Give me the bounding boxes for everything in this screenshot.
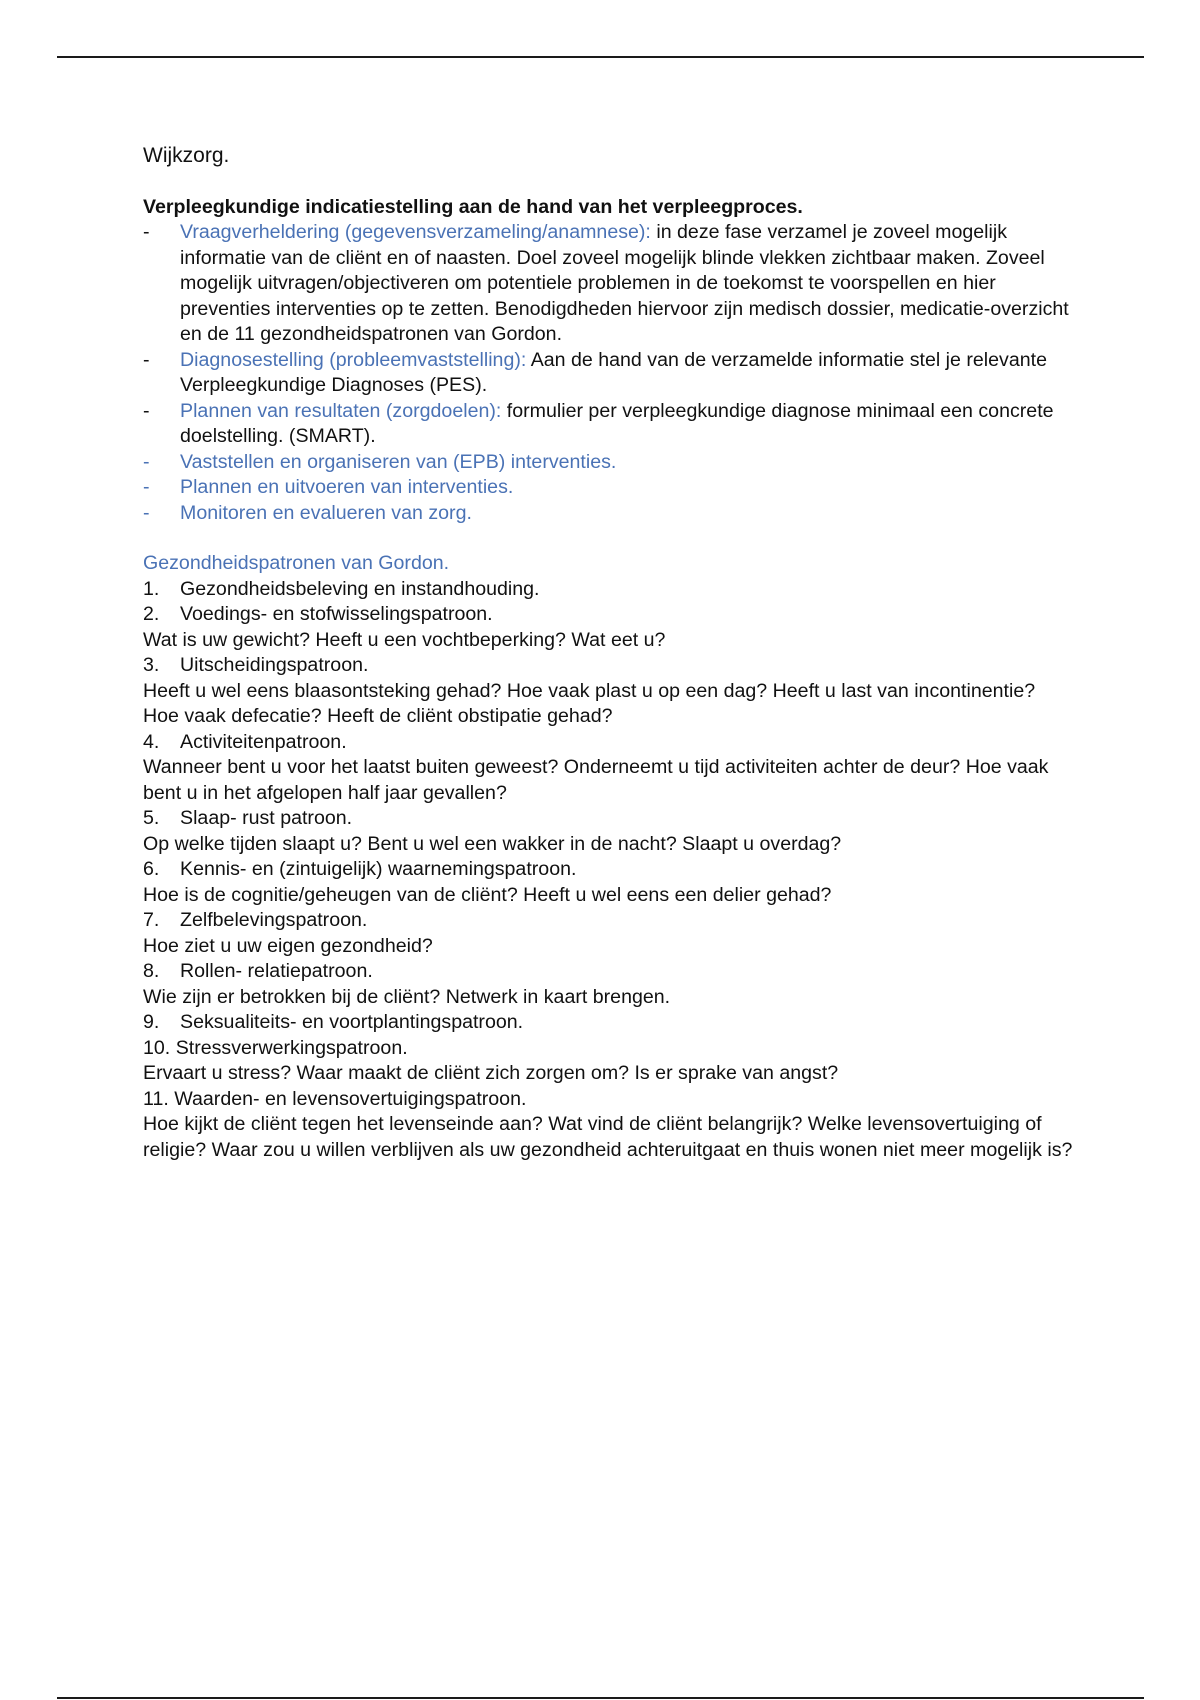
- pattern-number: 7.: [143, 909, 160, 931]
- dash-bullet: -: [143, 501, 150, 524]
- document-body: [143, 143, 1073, 1163]
- pattern-name: Seksualiteits- en voortplantingspatroon.: [180, 1011, 524, 1033]
- pattern-name: Voedings- en stofwisselingspatroon.: [180, 603, 493, 625]
- pattern-name: Stressverwerkingspatroon.: [175, 1036, 408, 1059]
- pattern-number: 2.: [143, 603, 160, 625]
- list-item-label: Plannen van resultaten (zorgdoelen):: [180, 399, 502, 422]
- pattern-line: [143, 1087, 1073, 1113]
- pattern-line: [143, 653, 1073, 679]
- pattern-line: [143, 959, 1073, 985]
- dash-bullet: -: [143, 221, 150, 243]
- pattern-questions: Wie zijn er betrokken bij de cliënt? Netwerk in kaart brengen.: [143, 985, 671, 1008]
- list-item-text: Aan de hand van de verzamelde informatie stel je relevante Verpleegkundige Diagnoses (PES).: [180, 348, 1047, 396]
- pattern-number: 6.: [143, 858, 160, 880]
- pattern-questions: Wat is uw gewicht? Heeft u een vochtbeperking? Wat eet u?: [143, 628, 666, 651]
- pattern-questions: Ervaart u stress? Waar maakt de cliënt zich zorgen om? Is er sprake van angst?: [143, 1062, 839, 1084]
- dash-bullet: -: [143, 476, 150, 498]
- pattern-number: 10.: [143, 1036, 171, 1059]
- top-rule: [57, 56, 1144, 58]
- gordon-patterns-list: [143, 577, 1073, 1164]
- pattern-name: Gezondheidsbeleving en instandhouding.: [180, 577, 540, 600]
- pattern-name: Slaap- rust patroon.: [180, 807, 353, 829]
- list-item: [143, 399, 1073, 450]
- list-item: [143, 501, 1073, 527]
- pattern-line: [143, 857, 1073, 883]
- section-spacer: [143, 526, 1073, 551]
- pattern-line: [143, 730, 1073, 756]
- list-item: [143, 220, 1073, 348]
- pattern-name: Rollen- relatiepatroon.: [180, 960, 373, 982]
- pattern-line: [143, 577, 1073, 603]
- pattern-line: [143, 1036, 1073, 1062]
- dash-bullet: -: [143, 399, 150, 422]
- pattern-number: 8.: [143, 960, 160, 982]
- bottom-rule: [57, 1697, 1144, 1699]
- pattern-line: [143, 806, 1073, 832]
- list-item: [143, 475, 1073, 501]
- pattern-questions: Wanneer bent u voor het laatst buiten geweest? Onderneemt u tijd activiteiten achter de deur? Hoe vaak bent u in het afgelopen half jaar gevallen?: [143, 756, 1049, 804]
- list-item: [143, 348, 1073, 399]
- verpleegproces-list: [143, 220, 1073, 526]
- pattern-questions: Hoe kijkt de cliënt tegen het levenseinde aan? Wat vind de cliënt belangrijk? Welke levensovertuiging of religie? Waar zou u willen verblijven als uw gezondheid achteruitgaat en thuis wonen niet meer mogelijk is?: [143, 1113, 1073, 1161]
- pattern-questions: Hoe is de cognitie/geheugen van de cliënt? Heeft u wel eens een delier gehad?: [143, 883, 832, 906]
- pattern-number: 11.: [143, 1087, 169, 1110]
- document-title: Wijkzorg.: [143, 144, 230, 167]
- pattern-questions: Op welke tijden slaapt u? Bent u wel een wakker in de nacht? Slaapt u overdag?: [143, 832, 842, 855]
- section-heading-gordon: Gezondheidspatronen van Gordon.: [143, 552, 450, 574]
- pattern-line: [143, 1010, 1073, 1036]
- list-item-label: Monitoren en evalueren van zorg.: [180, 501, 472, 524]
- list-item-text: in deze fase verzamel je zoveel mogelijk informatie van de cliënt en of naasten. Doel zoveel mogelijk blinde vlekken zichtbaar maken. Zoveel mogelijk uitvragen/objectiveren om potentiele problemen in de toekomst te voorspellen en hier preventies interventies op te zetten. Benodigdheden hiervoor zijn medisch dossier, medicatie-overzicht en de 11 gezondheidspatronen van Gordon.: [180, 221, 1069, 345]
- dash-bullet: -: [143, 450, 150, 473]
- pattern-line: [143, 908, 1073, 934]
- list-item-label: Diagnosestelling (probleemvaststelling):: [180, 348, 527, 371]
- pattern-line: [143, 602, 1073, 628]
- pattern-name: Uitscheidingspatroon.: [180, 654, 369, 676]
- pattern-number: 1.: [143, 577, 160, 600]
- pattern-questions: Heeft u wel eens blaasontsteking gehad? Hoe vaak plast u op een dag? Heeft u last van incontinentie? Hoe vaak defecatie? Heeft de cliënt obstipatie gehad?: [143, 679, 1036, 727]
- list-item-label: Vaststellen en organiseren van (EPB) interventies.: [180, 450, 617, 473]
- list-item-label: Vraagverheldering (gegevensverzameling/anamnese):: [180, 221, 651, 243]
- pattern-questions: Hoe ziet u uw eigen gezondheid?: [143, 934, 433, 957]
- list-item-text: formulier per verpleegkundige diagnose minimaal een concrete doelstelling. (SMART).: [180, 399, 1054, 447]
- pattern-name: Kennis- en (zintuigelijk) waarnemingspatroon.: [180, 858, 577, 880]
- dash-bullet: -: [143, 348, 150, 371]
- pattern-name: Waarden- en levensovertuigingspatroon.: [174, 1087, 527, 1110]
- pattern-number: 5.: [143, 807, 160, 829]
- pattern-name: Activiteitenpatroon.: [180, 730, 347, 753]
- pattern-number: 9.: [143, 1011, 160, 1033]
- list-item-label: Plannen en uitvoeren van interventies.: [180, 476, 514, 498]
- pattern-name: Zelfbelevingspatroon.: [180, 909, 368, 931]
- pattern-number: 3.: [143, 654, 160, 676]
- pattern-number: 4.: [143, 730, 160, 753]
- section-heading-verpleegproces: Verpleegkundige indicatiestelling aan de hand van het verpleegproces.: [143, 195, 803, 218]
- list-item: [143, 450, 1073, 476]
